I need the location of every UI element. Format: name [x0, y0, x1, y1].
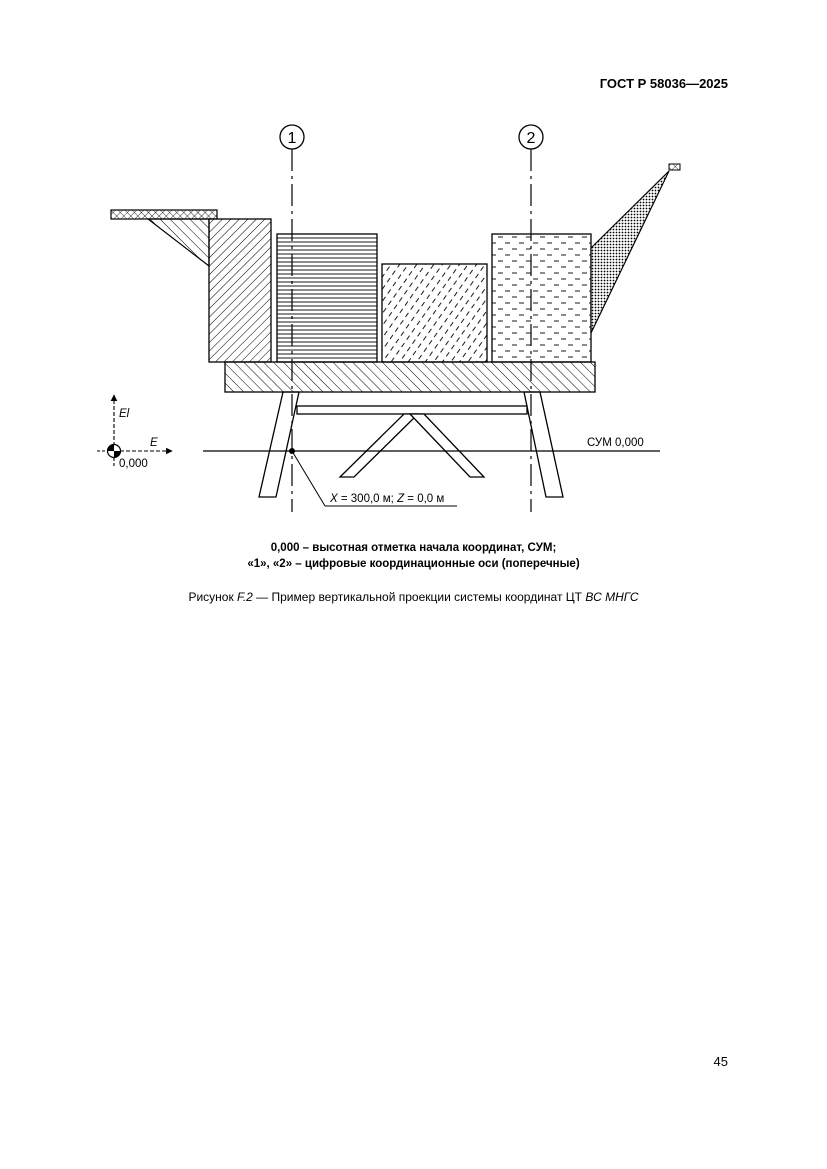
module-1	[209, 219, 271, 362]
jacket-legs	[259, 392, 563, 497]
legend-line-2: «1», «2» – цифровые координационные оси (поперечные)	[247, 558, 580, 570]
elevation-axis-label: El	[119, 408, 130, 420]
caption-figure-id: F.2	[237, 590, 253, 604]
module-4	[492, 234, 591, 362]
caption-text: — Пример вертикальной проекции системы координат ЦТ	[252, 590, 586, 604]
reference-leader	[292, 451, 325, 506]
caption-abbr: ВС МНГС	[585, 590, 639, 604]
legend-line-1: 0,000 – высотная отметка начала координат, СУМ;	[270, 542, 557, 554]
flare-boom	[591, 171, 669, 333]
figure-legend	[0, 540, 827, 572]
reference-note	[329, 493, 444, 505]
page-number: 45	[713, 1054, 728, 1069]
sea-level-label: СУМ 0,000	[587, 437, 644, 449]
platform-deck	[225, 362, 595, 392]
module-3	[382, 264, 487, 362]
flare-tip	[669, 164, 680, 170]
document-code: ГОСТ Р 58036—2025	[599, 76, 728, 91]
origin-value: 0,000	[119, 458, 148, 470]
note-x: X	[330, 493, 338, 505]
origin-symbol	[97, 395, 172, 470]
note-z: Z	[397, 493, 405, 505]
east-axis-label: E	[150, 437, 158, 449]
axis-2-label: 2	[526, 130, 536, 147]
note-z-value: = 0,0 м	[404, 493, 445, 505]
helideck-support	[148, 219, 209, 266]
axis-1-label: 1	[287, 130, 297, 147]
caption-prefix: Рисунок	[188, 590, 238, 604]
figure-caption	[0, 590, 827, 604]
note-x-value: = 300,0 м;	[337, 493, 398, 505]
helideck	[111, 210, 217, 219]
